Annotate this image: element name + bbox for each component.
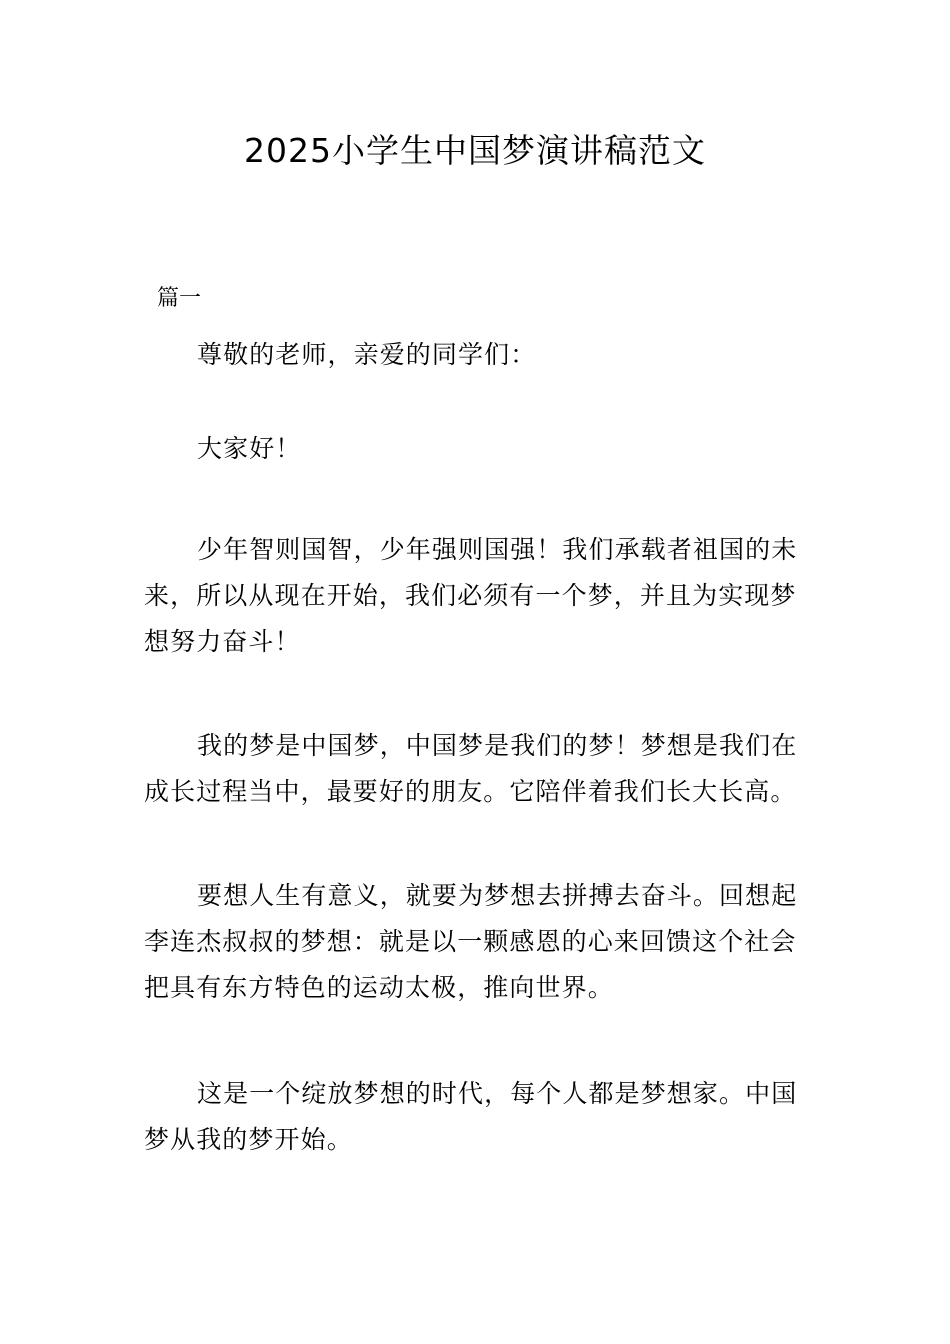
paragraph-youth [144, 527, 808, 665]
paragraph-line: 李连杰叔叔的梦想：就是以一颗感恩的心来回馈这个社会 [144, 927, 797, 956]
paragraph-line: 我的梦是中国梦，中国梦是我们的梦！梦想是我们在 [197, 731, 798, 760]
paragraph-line: 把具有东方特色的运动太极，推向世界。 [144, 973, 614, 1002]
paragraph-line: 来，所以从现在开始，我们必须有一个梦，并且为实现梦 [144, 581, 797, 610]
document-title: 2025小学生中国梦演讲稿范文 [244, 131, 706, 170]
paragraph-meaning [144, 873, 808, 1011]
paragraph-line: 要想人生有意义，就要为梦想去拼搏去奋斗。回想起 [197, 881, 798, 910]
paragraph-hello [144, 426, 808, 472]
paragraph-line: 大家好！ [197, 434, 302, 463]
paragraph-greeting [144, 332, 808, 378]
paragraph-line: 想努力奋斗！ [144, 627, 301, 656]
paragraph-line: 这是一个绽放梦想的时代，每个人都是梦想家。中国 [197, 1079, 798, 1108]
paragraph-era [144, 1071, 808, 1163]
paragraph-my-dream [144, 723, 808, 815]
paragraph-line: 尊敬的老师，亲爱的同学们： [197, 340, 537, 369]
paragraph-line: 少年智则国智，少年强则国强！我们承载者祖国的未 [197, 535, 798, 564]
paragraph-line: 成长过程当中，最要好的朋友。它陪伴着我们长大长高。 [144, 777, 797, 806]
section-label: 篇一 [157, 286, 202, 311]
paragraph-line: 梦从我的梦开始。 [144, 1125, 353, 1154]
